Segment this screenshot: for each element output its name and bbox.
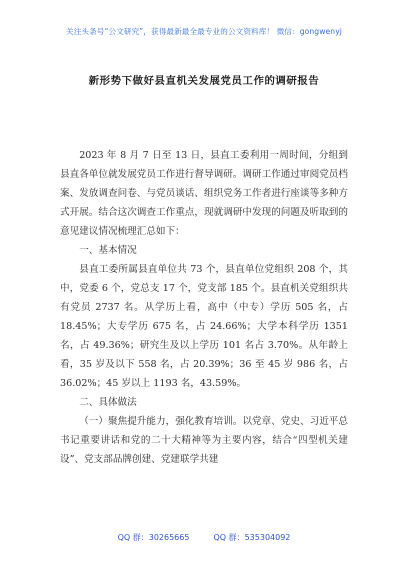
document-body bbox=[60, 146, 348, 469]
practices-paragraph: （一）聚焦提升能力，强化教育培训。以党章、党史、习近平总书记重要讲话和党的二十大精神等为主要内容，结合“四型机关建设”、党支部品牌创建、党建联学共建 bbox=[60, 416, 348, 465]
footer-contact bbox=[0, 532, 408, 543]
basic-info-paragraph: 县直工委所属县直单位共 73 个，县直单位党组织 208 个，其中，党委 6 个，党总支 17 个，党支部 185 个。县直机关党组织共有党员 2737 名。从学历上看，高中（中专）学历 505 名，占 18.45%；大专学历 675 名，占 24.66%；大学本科学历 1351 名，占 49.36%；研究生及以上学历 101 名占 3.70%。从年龄上看，35 岁及以下 558 名，占 20.39%；36 至 45 岁 986 名，占 36.02%；45 岁以上 1193 名，43.59%。 bbox=[60, 264, 348, 389]
intro-paragraph: 2023 年 8 月 7 日至 13 日，县直工委利用一周时间，分组到县直各单位就发展党员工作进行督导调研。调研工作通过审阅党员档案、发放调查问卷、与党员谈话、组织党务工作者进行座谈等多种方式开展。结合这次调查工作重点，现就调研中发现的问题及听取到的意见建议情况梳理汇总如下： bbox=[60, 150, 348, 237]
footer-qq-group-1: QQ 群：30265665 bbox=[117, 533, 190, 542]
section-heading-basic: 一、基本情况 bbox=[79, 245, 137, 256]
footer-qq-group-2: QQ 群：535304092 bbox=[213, 533, 291, 542]
document-title: 新形势下做好县直机关发展党员工作的调研报告 bbox=[88, 75, 320, 87]
section-heading-practices: 二、具体做法 bbox=[79, 397, 137, 408]
header-promo-note: 关注头条号“公文研究”，获得最新最全最专业的公文资料库！ 微信：gongwenyj bbox=[66, 27, 342, 36]
